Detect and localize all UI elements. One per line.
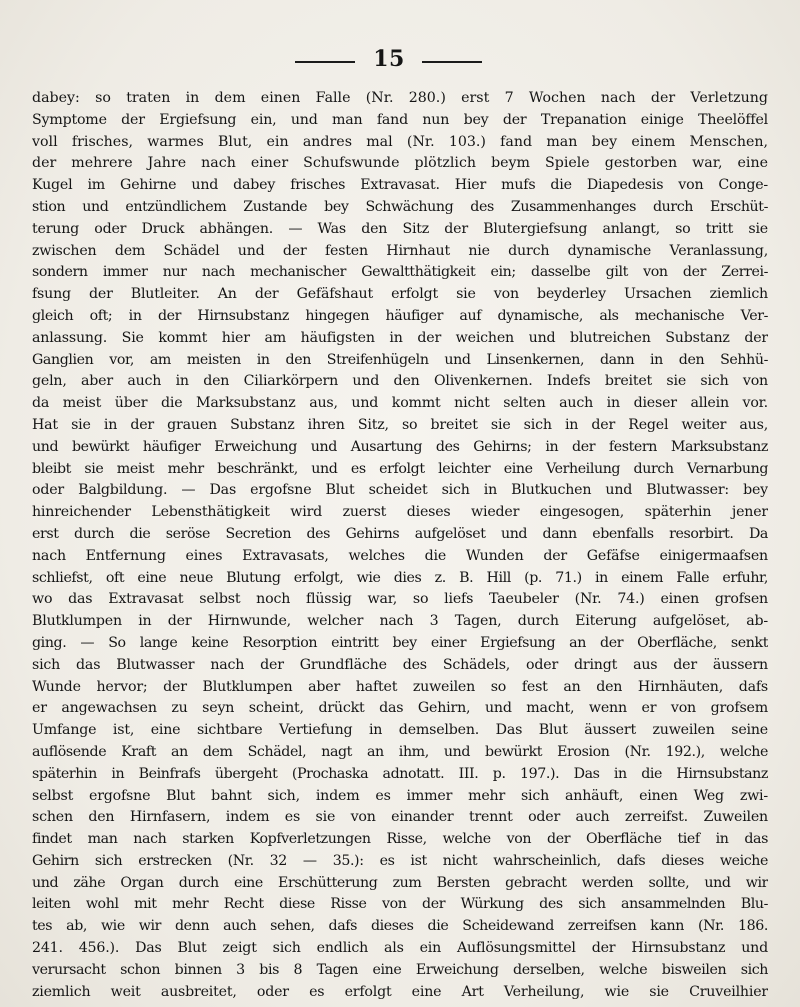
text-line: erst durch die seröse Secretion des Gehirns aufgelöset und dann ebenfalls resorbirt. Da [32, 525, 768, 542]
body-text [32, 88, 768, 1003]
text-line: findet man nach starken Kopfverletzungen Risse, welche von der Oberfläche tief in das [32, 831, 768, 848]
text-line: anlassung. Sie kommt hier am häufigsten in der weichen und blutreichen Substanz der [32, 329, 768, 346]
text-line: Kugel im Gehirne und dabey frisches Extravasat. Hier mufs die Diapedesis von Conge- [32, 177, 768, 194]
text-line: er angewachsen zu seyn scheint, drückt das Gehirn, und macht, wenn er von grofsem [32, 700, 768, 717]
text-line: verursacht schon binnen 3 bis 8 Tagen eine Erweichung derselben, welche bisweilen sich [32, 961, 768, 978]
text-line: zwischen dem Schädel und der festen Hirnhaut nie durch dynamische Veranlassung, [32, 242, 768, 259]
page-header [0, 44, 800, 74]
text-line: Symptome der Ergiefsung ein, und man fand nun bey der Trepanation einige Theelöffel [32, 111, 768, 128]
text-line: schliefst, oft eine neue Blutung erfolgt, wie dies z. B. Hill (p. 71.) in einem Falle erfuhr, [32, 569, 768, 586]
text-line: ging. — So lange keine Resorption eintritt bey einer Ergiefsung an der Oberfläche, senkt [32, 634, 768, 651]
text-line: voll frisches, warmes Blut, ein andres mal (Nr. 103.) fand man bey einem Menschen, [32, 133, 768, 150]
page-number: 15 [373, 46, 405, 72]
text-line: hinreichender Lebensthätigkeit wird zuerst dieses wieder eingesogen, späterhin jener [32, 504, 768, 521]
text-line: wo das Extravasat selbst noch flüssig war, so liefs Taeubeler (Nr. 74.) einen grofsen [32, 591, 768, 608]
text-line: tes ab, wie wir denn auch sehen, dafs dieses die Scheidewand zerreifsen kann (Nr. 186. [32, 918, 768, 935]
text-line: Gehirn sich erstrecken (Nr. 32 — 35.): es ist nicht wahrscheinlich, dafs dieses weiche [32, 852, 768, 869]
text-line: sich das Blutwasser nach der Grundfläche des Schädels, oder dringt aus der äussern [32, 656, 768, 673]
text-line: gleich oft; in der Hirnsubstanz hingegen häufiger auf dynamische, als mechanische Ver- [32, 307, 768, 324]
text-line: leiten wohl mit mehr Recht diese Risse von der Würkung des sich ansammelnden Blu- [32, 896, 768, 913]
text-line: bleibt sie meist mehr beschränkt, und es erfolgt leichter eine Verheilung durch Vernarbung [32, 460, 768, 477]
text-line: nach Entfernung eines Extravasats, welches die Wunden der Gefäfse einigermaafsen [32, 547, 768, 564]
text-line: späterhin in Beinfrafs übergeht (Prochaska adnotatt. III. p. 197.). Das in die Hirnsubstanz [32, 765, 768, 782]
text-line: Hat sie in der grauen Substanz ihren Sitz, so breitet sie sich in der Regel weiter aus, [32, 416, 768, 433]
text-line: schen den Hirnfasern, indem es sie von einander trennt oder auch zerreifst. Zuweilen [32, 809, 768, 826]
text-line: geln, aber auch in den Ciliarkörpern und den Olivenkernen. Indefs breitet sie sich von [32, 373, 768, 390]
header-rule-left [295, 61, 355, 63]
text-line: da meist über die Marksubstanz aus, und kommt nicht selten auch in dieser allein vor. [32, 395, 768, 412]
text-line: Wunde hervor; der Blutklumpen aber haftet zuweilen so fest an den Hirnhäuten, dafs [32, 678, 768, 695]
text-line: dabey: so traten in dem einen Falle (Nr. 280.) erst 7 Wochen nach der Verletzung [32, 90, 768, 106]
text-line: terung oder Druck abhängen. — Was den Sitz der Blutergiefsung anlangt, so tritt sie [32, 220, 768, 237]
text-line: selbst ergofsne Blut bahnt sich, indem es immer mehr sich anhäuft, einen Weg zwi- [32, 787, 768, 804]
header-rule-right [422, 61, 482, 63]
text-line: sondern immer nur nach mechanischer Gewaltthätigkeit ein; dasselbe gilt von der Zerrei- [32, 264, 768, 281]
text-line: 241. 456.). Das Blut zeigt sich endlich als ein Auflösungsmittel der Hirnsubstanz und [32, 940, 768, 957]
text-line: oder Balgbildung. — Das ergofsne Blut scheidet sich in Blutkuchen und Blutwasser: bey [32, 482, 768, 499]
text-line: Blutklumpen in der Hirnwunde, welcher nach 3 Tagen, durch Eiterung aufgelöset, ab- [32, 613, 768, 630]
text-line: Umfange ist, eine sichtbare Vertiefung in demselben. Das Blut äussert zuweilen seine [32, 722, 768, 739]
text-line: und zähe Organ durch eine Erschütterung zum Bersten gebracht werden sollte, und wir [32, 874, 768, 891]
text-line: ziemlich weit ausbreitet, oder es erfolgt eine Art Verheilung, wie sie Cruveilhier [32, 983, 768, 1000]
text-line: und bewürkt häufiger Erweichung und Ausartung des Gehirns; in der festern Marksubstanz [32, 438, 768, 455]
text-line: der mehrere Jahre nach einer Schufswunde plötzlich beym Spiele gestorben war, eine [32, 155, 768, 172]
text-line: auflösende Kraft an dem Schädel, nagt an ihm, und bewürkt Erosion (Nr. 192.), welche [32, 743, 768, 760]
text-line: fsung der Blutleiter. An der Gefäfshaut erfolgt sie von beyderley Ursachen ziemlich [32, 286, 768, 303]
text-line: stion und entzündlichem Zustande bey Schwächung des Zusammenhanges durch Erschüt- [32, 198, 768, 215]
text-line: Ganglien vor, am meisten in den Streifenhügeln und Linsenkernen, dann in den Sehhü- [32, 351, 768, 368]
